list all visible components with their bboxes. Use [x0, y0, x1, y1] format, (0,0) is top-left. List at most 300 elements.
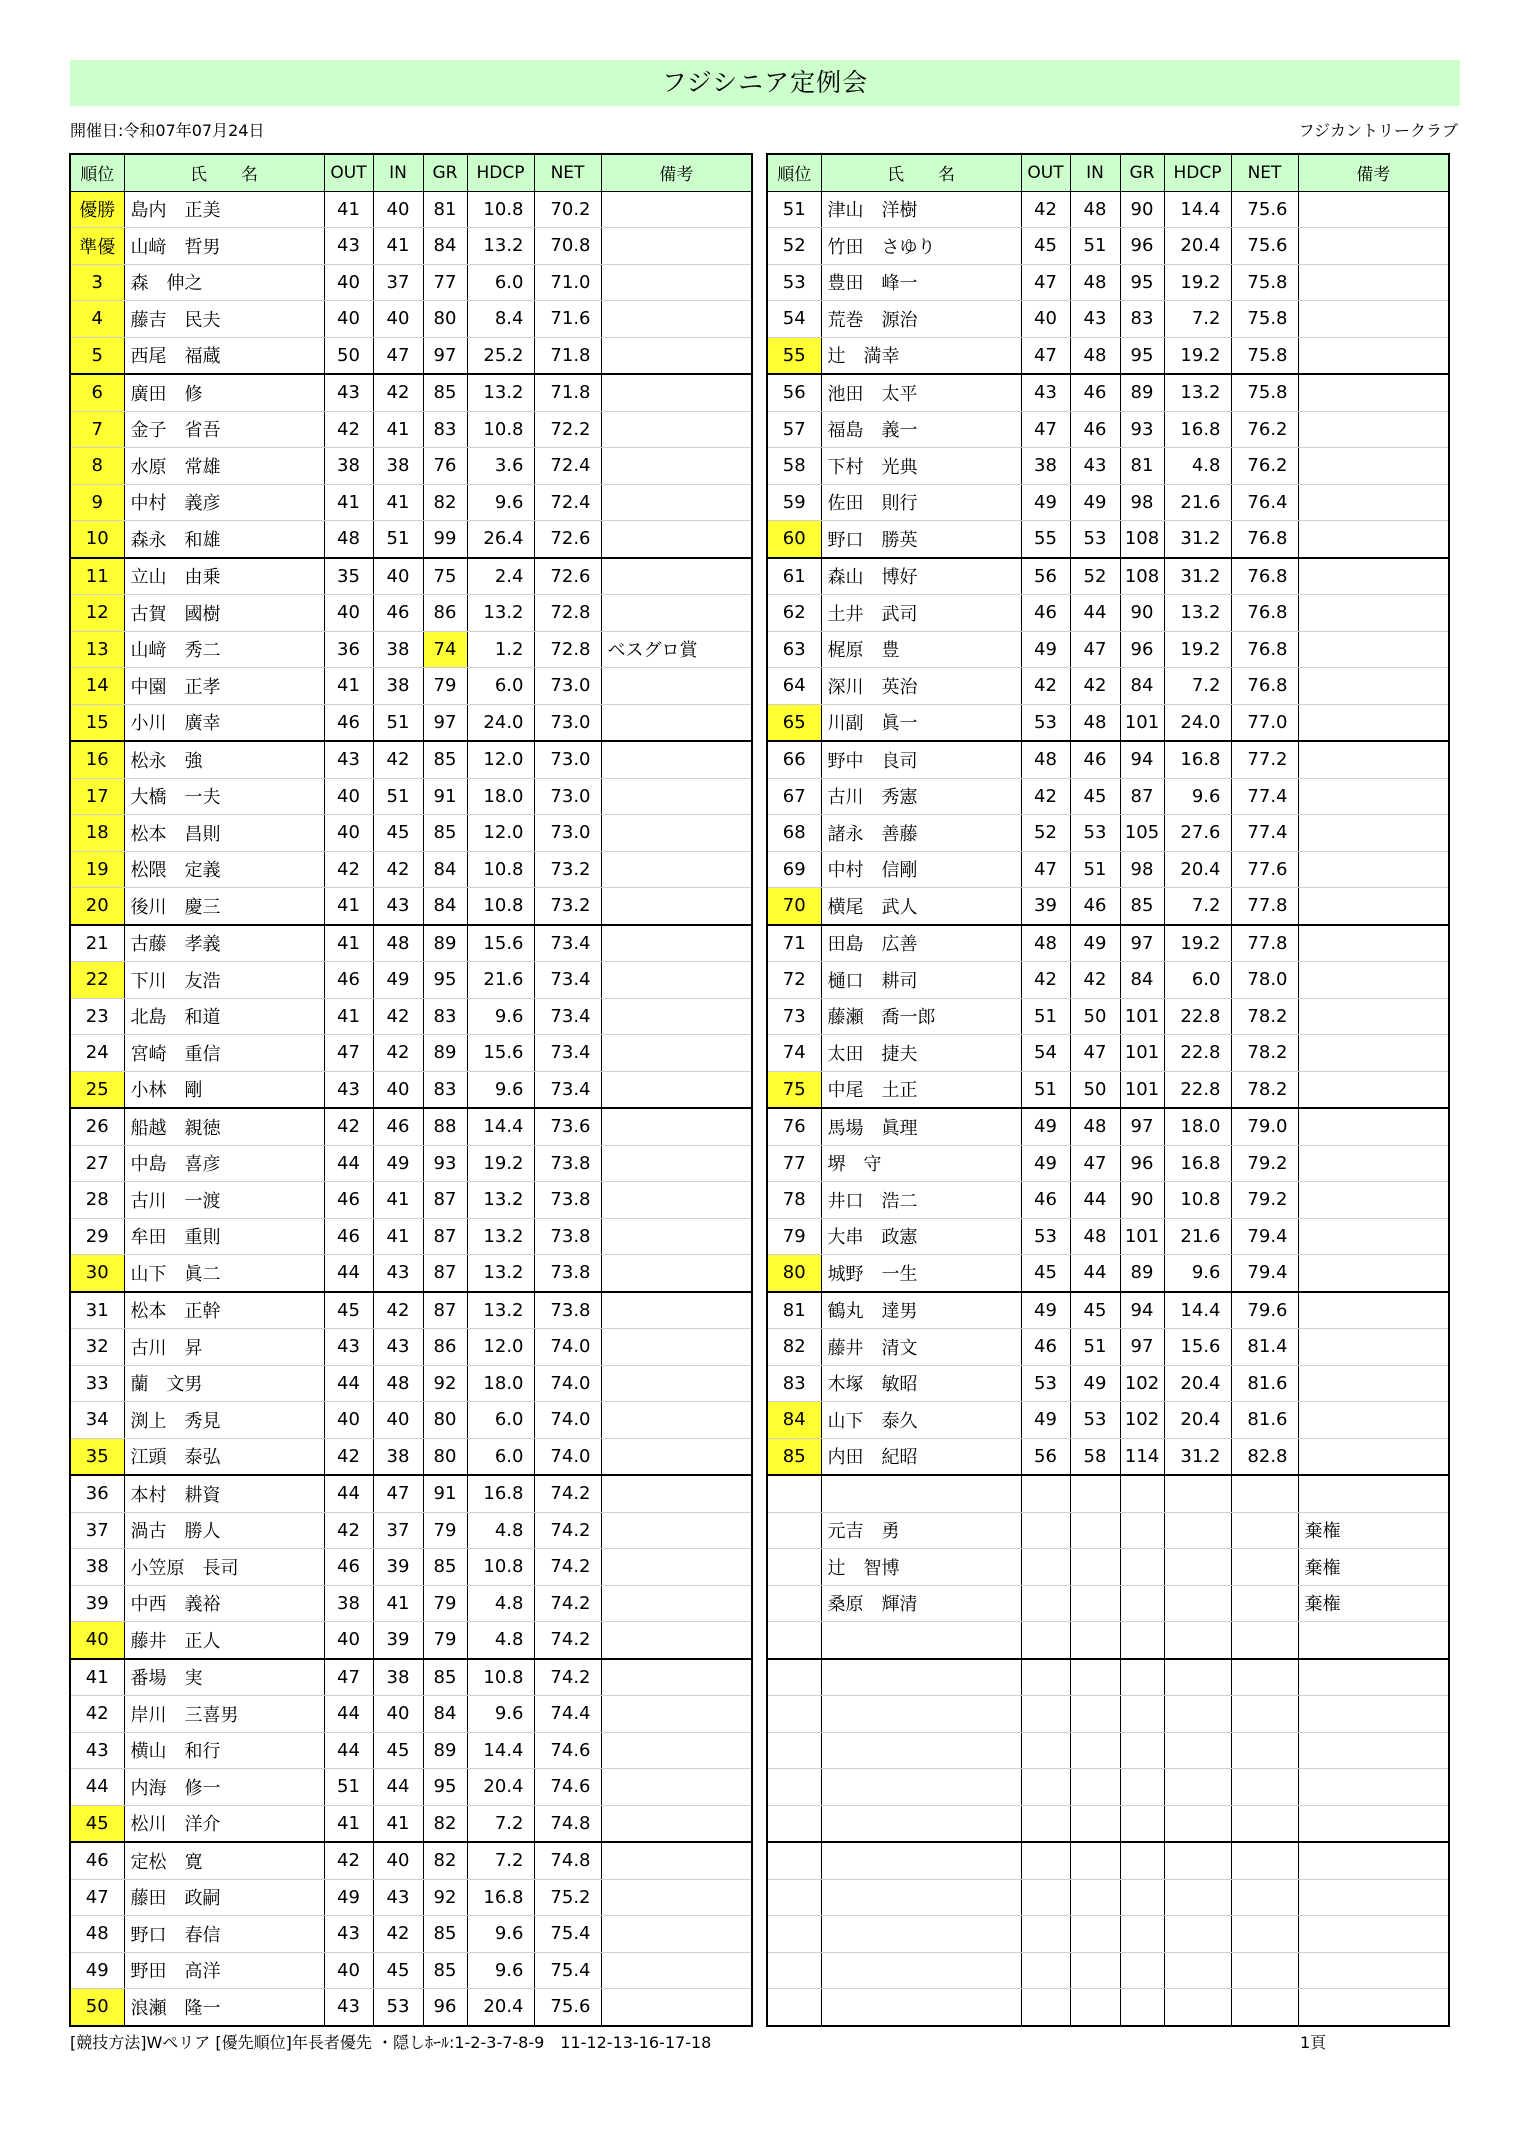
- net-score: 71.6: [534, 301, 601, 338]
- net-score: 77.6: [1231, 851, 1298, 888]
- in-score: [1070, 1732, 1120, 1769]
- net-score: 81.6: [1231, 1402, 1298, 1439]
- net-score: 73.0: [534, 668, 601, 705]
- out-score: 42: [324, 1438, 373, 1475]
- gross-score: 84: [1120, 668, 1164, 705]
- table-row: [767, 411, 1449, 448]
- gross-score: 82: [423, 1842, 467, 1879]
- gross-score: 87: [423, 1182, 467, 1219]
- out-score: 42: [324, 1842, 373, 1879]
- rank-cell: 16: [70, 741, 124, 778]
- gross-score: [1120, 1732, 1164, 1769]
- handicap: 20.4: [1164, 851, 1231, 888]
- table-row: [70, 1071, 752, 1108]
- net-score: 73.8: [534, 1255, 601, 1292]
- out-score: 49: [1021, 1292, 1070, 1329]
- net-score: 74.0: [534, 1438, 601, 1475]
- net-score: 73.8: [534, 1218, 601, 1255]
- table-row: [70, 1255, 752, 1292]
- table-row: [767, 1218, 1449, 1255]
- rank-cell: 69: [767, 851, 821, 888]
- results-body-right: [767, 191, 1449, 2026]
- in-score: 40: [373, 191, 423, 228]
- player-name: 山﨑 秀二: [124, 631, 324, 668]
- note-cell: [1298, 448, 1449, 485]
- handicap: 31.2: [1164, 1438, 1231, 1475]
- gross-score: 76: [423, 448, 467, 485]
- note-cell: [601, 1145, 752, 1182]
- out-score: 45: [324, 1292, 373, 1329]
- rank-cell: 9: [70, 484, 124, 521]
- player-name: 蘭 文男: [124, 1365, 324, 1402]
- gross-score: [1120, 1842, 1164, 1879]
- net-score: 77.4: [1231, 815, 1298, 852]
- table-row: [70, 1696, 752, 1733]
- player-name: 辻 満幸: [821, 337, 1021, 374]
- gross-score: 84: [423, 1696, 467, 1733]
- in-score: [1070, 1659, 1120, 1696]
- table-row: [70, 595, 752, 632]
- net-score: 71.0: [534, 264, 601, 301]
- gross-score: [1120, 1549, 1164, 1586]
- handicap: 9.6: [467, 1071, 534, 1108]
- table-row: [767, 1622, 1449, 1659]
- player-name: 深川 英治: [821, 668, 1021, 705]
- note-cell: [1298, 264, 1449, 301]
- handicap: 22.8: [1164, 1035, 1231, 1072]
- out-score: 47: [1021, 264, 1070, 301]
- rank-cell: 49: [70, 1952, 124, 1989]
- table-row: [70, 1108, 752, 1145]
- gross-score: 85: [423, 1916, 467, 1953]
- note-cell: [601, 595, 752, 632]
- rank-cell: 28: [70, 1182, 124, 1219]
- handicap: 22.8: [1164, 998, 1231, 1035]
- in-score: 38: [373, 631, 423, 668]
- out-score: 44: [324, 1145, 373, 1182]
- out-score: 56: [1021, 558, 1070, 595]
- handicap: [1164, 1916, 1231, 1953]
- player-name: 田島 広善: [821, 925, 1021, 962]
- gross-score: 79: [423, 1512, 467, 1549]
- in-score: 48: [373, 925, 423, 962]
- player-name: 荒巻 源治: [821, 301, 1021, 338]
- in-score: [1070, 1842, 1120, 1879]
- out-score: 43: [324, 374, 373, 411]
- note-cell: [1298, 778, 1449, 815]
- in-score: [1070, 1549, 1120, 1586]
- note-cell: [601, 1292, 752, 1329]
- table-header-row: [70, 154, 752, 191]
- gross-score: 86: [423, 595, 467, 632]
- table-row: [70, 1879, 752, 1916]
- rank-cell: [767, 1475, 821, 1512]
- in-score: 52: [1070, 558, 1120, 595]
- rank-cell: 58: [767, 448, 821, 485]
- player-name: 下川 友浩: [124, 962, 324, 999]
- net-score: [1231, 1549, 1298, 1586]
- handicap: 9.6: [467, 1696, 534, 1733]
- gross-score: 88: [423, 1108, 467, 1145]
- net-score: [1231, 1952, 1298, 1989]
- player-name: 江頭 泰弘: [124, 1438, 324, 1475]
- in-score: 38: [373, 448, 423, 485]
- gross-score: [1120, 1952, 1164, 1989]
- col-note-header: 備考: [601, 154, 752, 191]
- note-cell: [1298, 595, 1449, 632]
- out-score: 42: [324, 1512, 373, 1549]
- table-row: [70, 631, 752, 668]
- gross-score: 81: [1120, 448, 1164, 485]
- net-score: 70.2: [534, 191, 601, 228]
- table-row: [70, 228, 752, 265]
- player-name: 中村 信剛: [821, 851, 1021, 888]
- handicap: 26.4: [467, 521, 534, 558]
- gross-score: [1120, 1622, 1164, 1659]
- rank-cell: 50: [70, 1989, 124, 2026]
- net-score: 74.2: [534, 1512, 601, 1549]
- gross-score: 114: [1120, 1438, 1164, 1475]
- table-row: [767, 851, 1449, 888]
- rank-cell: 40: [70, 1622, 124, 1659]
- in-score: [1070, 1952, 1120, 1989]
- note-cell: [601, 1108, 752, 1145]
- out-score: 47: [324, 1659, 373, 1696]
- in-score: 37: [373, 1512, 423, 1549]
- out-score: 39: [1021, 888, 1070, 925]
- out-score: 51: [1021, 1071, 1070, 1108]
- col-hdcp-header: HDCP: [467, 154, 534, 191]
- rank-cell: 68: [767, 815, 821, 852]
- handicap: 20.4: [467, 1989, 534, 2026]
- net-score: [1231, 1805, 1298, 1842]
- net-score: 79.4: [1231, 1255, 1298, 1292]
- net-score: 71.8: [534, 337, 601, 374]
- col-in-header: IN: [1070, 154, 1120, 191]
- note-cell: [601, 1438, 752, 1475]
- gross-score: 82: [423, 1805, 467, 1842]
- gross-score: 79: [423, 668, 467, 705]
- note-cell: [1298, 301, 1449, 338]
- table-row: [70, 1952, 752, 1989]
- handicap: 14.4: [1164, 191, 1231, 228]
- handicap: 31.2: [1164, 558, 1231, 595]
- note-cell: [1298, 1769, 1449, 1806]
- out-score: 56: [1021, 1438, 1070, 1475]
- net-score: 76.8: [1231, 631, 1298, 668]
- net-score: 79.2: [1231, 1182, 1298, 1219]
- handicap: 10.8: [467, 411, 534, 448]
- gross-score: 84: [423, 888, 467, 925]
- out-score: 55: [1021, 521, 1070, 558]
- rank-cell: 23: [70, 998, 124, 1035]
- rank-cell: 65: [767, 704, 821, 741]
- table-row: [70, 962, 752, 999]
- out-score: 46: [324, 704, 373, 741]
- net-score: 75.4: [534, 1952, 601, 1989]
- note-cell: [601, 704, 752, 741]
- rank-cell: 45: [70, 1805, 124, 1842]
- note-cell: [1298, 1035, 1449, 1072]
- col-rank-header: 順位: [767, 154, 821, 191]
- gross-score: 108: [1120, 558, 1164, 595]
- table-row: [70, 1659, 752, 1696]
- rank-cell: 25: [70, 1071, 124, 1108]
- player-name: 古川 昇: [124, 1329, 324, 1366]
- page-title: フジシニア定例会: [70, 60, 1460, 106]
- net-score: 77.8: [1231, 925, 1298, 962]
- net-score: 73.2: [534, 888, 601, 925]
- in-score: 41: [373, 1805, 423, 1842]
- player-name: 古賀 國樹: [124, 595, 324, 632]
- table-row: [70, 1218, 752, 1255]
- gross-score: 96: [423, 1989, 467, 2026]
- gross-score: 90: [1120, 595, 1164, 632]
- handicap: [1164, 1512, 1231, 1549]
- rank-cell: 73: [767, 998, 821, 1035]
- out-score: 42: [324, 851, 373, 888]
- out-score: [1021, 1659, 1070, 1696]
- net-score: 74.0: [534, 1402, 601, 1439]
- gross-score: 85: [423, 741, 467, 778]
- gross-score: 97: [1120, 925, 1164, 962]
- gross-score: [1120, 1879, 1164, 1916]
- handicap: 4.8: [467, 1585, 534, 1622]
- rank-cell: 79: [767, 1218, 821, 1255]
- note-cell: 棄権: [1298, 1549, 1449, 1586]
- note-cell: [1298, 1989, 1449, 2026]
- player-name: 山下 泰久: [821, 1402, 1021, 1439]
- net-score: 73.2: [534, 851, 601, 888]
- table-row: [767, 1952, 1449, 1989]
- net-score: 81.4: [1231, 1329, 1298, 1366]
- player-name: 大橋 一夫: [124, 778, 324, 815]
- handicap: 19.2: [467, 1145, 534, 1182]
- net-score: 74.4: [534, 1696, 601, 1733]
- table-row: [767, 1916, 1449, 1953]
- gross-score: 93: [423, 1145, 467, 1182]
- rank-cell: 63: [767, 631, 821, 668]
- out-score: 42: [1021, 668, 1070, 705]
- handicap: 6.0: [467, 668, 534, 705]
- note-cell: [601, 1622, 752, 1659]
- table-row: [70, 1512, 752, 1549]
- in-score: 46: [373, 1108, 423, 1145]
- table-row: [767, 1145, 1449, 1182]
- table-row: [767, 448, 1449, 485]
- in-score: [1070, 1622, 1120, 1659]
- rank-cell: 55: [767, 337, 821, 374]
- rank-cell: 85: [767, 1438, 821, 1475]
- note-cell: [601, 1769, 752, 1806]
- note-cell: [1298, 1182, 1449, 1219]
- net-score: 79.4: [1231, 1218, 1298, 1255]
- in-score: 42: [373, 1292, 423, 1329]
- out-score: 53: [1021, 1218, 1070, 1255]
- note-cell: [601, 1035, 752, 1072]
- player-name: 古川 秀憲: [821, 778, 1021, 815]
- table-row: [767, 1182, 1449, 1219]
- note-cell: [601, 1402, 752, 1439]
- net-score: 72.6: [534, 558, 601, 595]
- out-score: 51: [324, 1769, 373, 1806]
- net-score: 76.8: [1231, 595, 1298, 632]
- col-out-header: OUT: [324, 154, 373, 191]
- out-score: [1021, 1952, 1070, 1989]
- table-row: [70, 704, 752, 741]
- note-cell: [1298, 888, 1449, 925]
- table-row: [767, 1438, 1449, 1475]
- player-name: 桑原 輝清: [821, 1585, 1021, 1622]
- gross-score: 83: [423, 1071, 467, 1108]
- rank-cell: 83: [767, 1365, 821, 1402]
- note-cell: [1298, 1255, 1449, 1292]
- note-cell: [1298, 1218, 1449, 1255]
- gross-score: 87: [423, 1218, 467, 1255]
- table-row: [70, 1916, 752, 1953]
- out-score: 40: [324, 264, 373, 301]
- handicap: [1164, 1842, 1231, 1879]
- player-name: 内海 修一: [124, 1769, 324, 1806]
- net-score: 82.8: [1231, 1438, 1298, 1475]
- player-name: 立山 由乗: [124, 558, 324, 595]
- table-row: [767, 815, 1449, 852]
- net-score: 76.8: [1231, 668, 1298, 705]
- gross-score: [1120, 1659, 1164, 1696]
- handicap: 13.2: [467, 1255, 534, 1292]
- player-name: 浪瀬 隆一: [124, 1989, 324, 2026]
- in-score: [1070, 1989, 1120, 2026]
- player-name: 土井 武司: [821, 595, 1021, 632]
- net-score: [1231, 1622, 1298, 1659]
- note-cell: [1298, 1402, 1449, 1439]
- gross-score: 82: [423, 484, 467, 521]
- player-name: [821, 1659, 1021, 1696]
- player-name: 北島 和道: [124, 998, 324, 1035]
- in-score: 42: [373, 851, 423, 888]
- table-row: [70, 264, 752, 301]
- table-row: [767, 962, 1449, 999]
- rank-cell: 30: [70, 1255, 124, 1292]
- in-score: 46: [373, 595, 423, 632]
- note-cell: [601, 741, 752, 778]
- out-score: 50: [324, 337, 373, 374]
- note-cell: [601, 1585, 752, 1622]
- rank-cell: 41: [70, 1659, 124, 1696]
- note-cell: ベスグロ賞: [601, 631, 752, 668]
- in-score: 51: [373, 704, 423, 741]
- player-name: 野田 高洋: [124, 1952, 324, 1989]
- handicap: 6.0: [467, 264, 534, 301]
- handicap: 31.2: [1164, 521, 1231, 558]
- in-score: 43: [373, 1255, 423, 1292]
- gross-score: 91: [423, 778, 467, 815]
- table-row: [767, 1659, 1449, 1696]
- rank-cell: 17: [70, 778, 124, 815]
- rank-cell: 14: [70, 668, 124, 705]
- gross-score: 87: [423, 1292, 467, 1329]
- player-name: 船越 親徳: [124, 1108, 324, 1145]
- out-score: [1021, 1769, 1070, 1806]
- in-score: 46: [1070, 411, 1120, 448]
- note-cell: [601, 521, 752, 558]
- out-score: 49: [1021, 631, 1070, 668]
- table-row: [767, 1512, 1449, 1549]
- handicap: 16.8: [467, 1475, 534, 1512]
- rank-cell: 34: [70, 1402, 124, 1439]
- note-cell: [601, 851, 752, 888]
- table-row: [70, 1329, 752, 1366]
- out-score: 43: [324, 1989, 373, 2026]
- out-score: 35: [324, 558, 373, 595]
- note-cell: [601, 1071, 752, 1108]
- rank-cell: 46: [70, 1842, 124, 1879]
- table-row: [767, 1585, 1449, 1622]
- player-name: 城野 一生: [821, 1255, 1021, 1292]
- net-score: [1231, 1732, 1298, 1769]
- out-score: 45: [1021, 228, 1070, 265]
- note-cell: [601, 815, 752, 852]
- handicap: [1164, 1989, 1231, 2026]
- table-row: [767, 521, 1449, 558]
- out-score: 40: [324, 1402, 373, 1439]
- note-cell: [1298, 1805, 1449, 1842]
- table-row: [767, 1329, 1449, 1366]
- table-row: [767, 337, 1449, 374]
- in-score: 50: [1070, 998, 1120, 1035]
- handicap: 6.0: [1164, 962, 1231, 999]
- player-name: 藤瀬 喬一郎: [821, 998, 1021, 1035]
- rank-cell: 82: [767, 1329, 821, 1366]
- table-row: [70, 1549, 752, 1586]
- handicap: 21.6: [1164, 484, 1231, 521]
- player-name: 松隈 定義: [124, 851, 324, 888]
- note-cell: [601, 962, 752, 999]
- player-name: 金子 省吾: [124, 411, 324, 448]
- player-name: 宮崎 重信: [124, 1035, 324, 1072]
- in-score: 43: [373, 1329, 423, 1366]
- table-row: [70, 1035, 752, 1072]
- out-score: 40: [324, 1622, 373, 1659]
- gross-score: 91: [423, 1475, 467, 1512]
- note-cell: [601, 1916, 752, 1953]
- rank-cell: 27: [70, 1145, 124, 1182]
- table-row: [70, 448, 752, 485]
- player-name: 堺 守: [821, 1145, 1021, 1182]
- net-score: 70.8: [534, 228, 601, 265]
- net-score: 81.6: [1231, 1365, 1298, 1402]
- table-row: [767, 1696, 1449, 1733]
- handicap: 9.6: [1164, 778, 1231, 815]
- out-score: 52: [1021, 815, 1070, 852]
- player-name: 藤吉 民夫: [124, 301, 324, 338]
- col-net-header: NET: [534, 154, 601, 191]
- col-gr-header: GR: [423, 154, 467, 191]
- in-score: 41: [373, 484, 423, 521]
- out-score: 40: [324, 778, 373, 815]
- in-score: 51: [373, 521, 423, 558]
- net-score: 76.4: [1231, 484, 1298, 521]
- player-name: 中西 義裕: [124, 1585, 324, 1622]
- gross-score: 79: [423, 1622, 467, 1659]
- in-score: 47: [1070, 1145, 1120, 1182]
- table-row: [70, 1365, 752, 1402]
- gross-score: [1120, 1475, 1164, 1512]
- note-cell: [1298, 1732, 1449, 1769]
- rank-cell: 48: [70, 1916, 124, 1953]
- handicap: [1164, 1475, 1231, 1512]
- gross-score: 99: [423, 521, 467, 558]
